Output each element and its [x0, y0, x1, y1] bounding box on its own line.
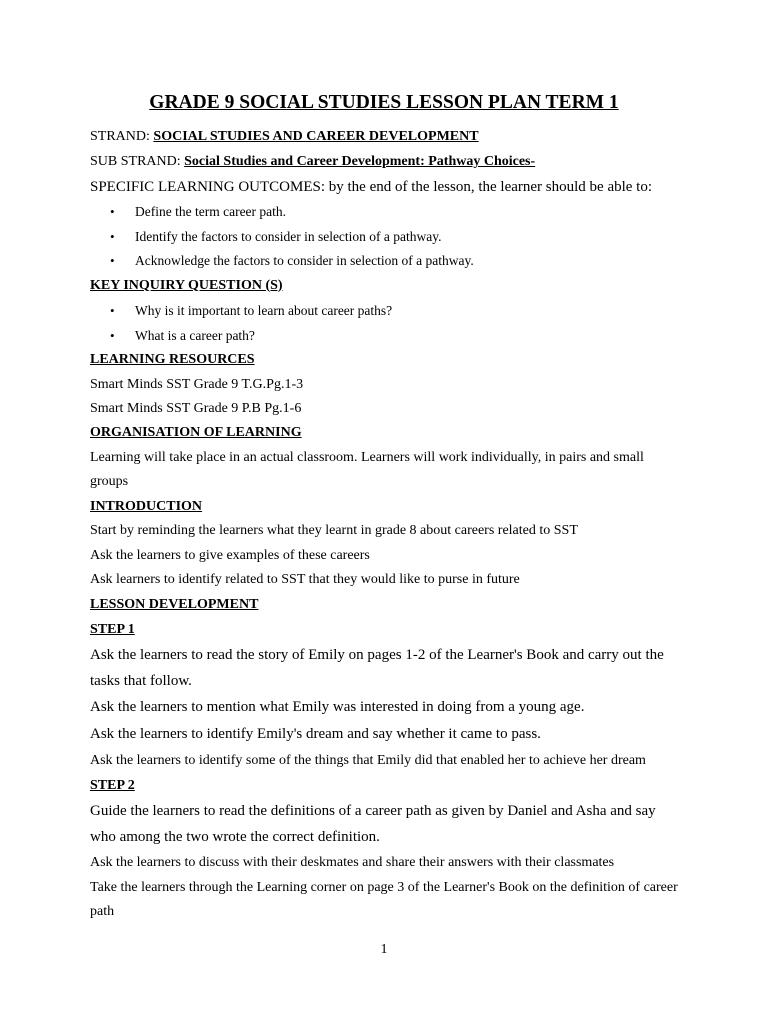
- sub-strand-value: Social Studies and Career Development: Pathway Choices-: [184, 154, 536, 169]
- step1-heading: STEP 1: [90, 622, 135, 637]
- introduction-heading: INTRODUCTION: [90, 499, 203, 514]
- introduction-line: Ask the learners to give examples of these careers: [90, 548, 370, 563]
- page-number: 1: [380, 942, 388, 957]
- kiq-heading: KEY INQUIRY QUESTION (S): [90, 278, 283, 293]
- introduction-line: Start by reminding the learners what they learnt in grade 8 about careers related to SST: [90, 523, 578, 538]
- introduction-line: Ask learners to identify related to SST that they would like to purse in future: [90, 572, 520, 587]
- bullet-icon: •: [110, 328, 115, 343]
- resource-line: Smart Minds SST Grade 9 T.G.Pg.1-3: [90, 377, 304, 392]
- step1-line: tasks that follow.: [90, 673, 192, 689]
- slo-intro: SPECIFIC LEARNING OUTCOMES: by the end of the lesson, the learner should be able to:: [90, 179, 653, 195]
- resource-line: Smart Minds SST Grade 9 P.B Pg.1-6: [90, 401, 302, 416]
- bullet-icon: •: [110, 204, 115, 219]
- strand-value: SOCIAL STUDIES AND CAREER DEVELOPMENT: [153, 129, 479, 144]
- step1-line: Ask the learners to mention what Emily was interested in doing from a young age.: [90, 699, 585, 715]
- bullet-icon: •: [110, 253, 115, 268]
- organisation-line: groups: [90, 474, 129, 489]
- step2-line: who among the two wrote the correct definition.: [90, 829, 380, 845]
- step2-line: Ask the learners to discuss with their deskmates and share their answers with their classmates: [90, 855, 615, 870]
- organisation-heading: ORGANISATION OF LEARNING: [90, 425, 302, 440]
- step1-line: Ask the learners to identify some of the things that Emily did that enabled her to achieve her dream: [90, 753, 646, 768]
- step2-line: Guide the learners to read the definitions of a career path as given by Daniel and Asha and say: [90, 803, 656, 819]
- step1-line: Ask the learners to read the story of Emily on pages 1-2 of the Learner's Book and carry out the: [90, 647, 664, 663]
- step1-line: Ask the learners to identify Emily's dream and say whether it came to pass.: [90, 726, 541, 742]
- step2-heading: STEP 2: [90, 778, 135, 793]
- step2-line: path: [90, 904, 115, 919]
- bullet-icon: •: [110, 303, 115, 318]
- development-heading: LESSON DEVELOPMENT: [90, 597, 259, 612]
- resources-heading: LEARNING RESOURCES: [90, 352, 255, 367]
- strand-line: [90, 128, 479, 146]
- bullet-icon: •: [110, 229, 115, 244]
- step2-line: Take the learners through the Learning corner on page 3 of the Learner's Book on the definition of career: [90, 880, 678, 895]
- organisation-line: Learning will take place in an actual classroom. Learners will work individually, in pairs and small: [90, 450, 644, 465]
- sub-strand-line: [90, 153, 535, 171]
- sub-strand-label: SUB STRAND:: [90, 154, 185, 169]
- page-title: GRADE 9 SOCIAL STUDIES LESSON PLAN TERM 1: [149, 92, 619, 113]
- strand-label: STRAND:: [90, 129, 154, 144]
